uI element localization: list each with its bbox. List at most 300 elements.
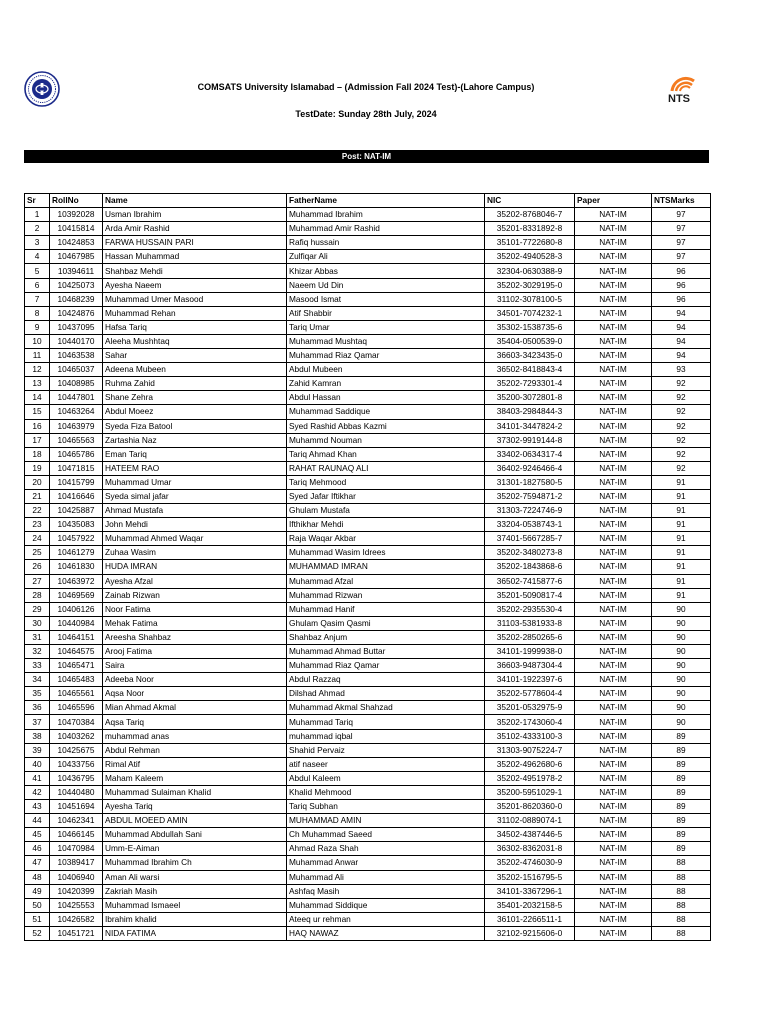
cell-rollno: 10424876 — [50, 306, 103, 320]
col-header-sr: Sr — [25, 194, 50, 208]
cell-paper: NAT-IM — [575, 574, 652, 588]
cell-ntsmarks: 92 — [652, 461, 711, 475]
cell-rollno: 10466145 — [50, 828, 103, 842]
cell-nic: 35202-2935530-4 — [485, 602, 575, 616]
cell-paper: NAT-IM — [575, 912, 652, 926]
cell-rollno: 10465561 — [50, 687, 103, 701]
cell-paper: NAT-IM — [575, 715, 652, 729]
cell-paper: NAT-IM — [575, 278, 652, 292]
cell-paper: NAT-IM — [575, 659, 652, 673]
table-row — [25, 701, 711, 715]
cell-ntsmarks: 90 — [652, 701, 711, 715]
cell-name: Ayesha Tariq — [103, 800, 287, 814]
cell-sr: 51 — [25, 912, 50, 926]
cell-ntsmarks: 94 — [652, 334, 711, 348]
table-row — [25, 447, 711, 461]
cell-fathername: Naeem Ud Din — [287, 278, 485, 292]
cell-sr: 26 — [25, 560, 50, 574]
cell-name: Aqsa Noor — [103, 687, 287, 701]
cell-nic: 34502-4387446-5 — [485, 828, 575, 842]
cell-nic: 37302-9919144-8 — [485, 433, 575, 447]
cell-ntsmarks: 88 — [652, 870, 711, 884]
cell-nic: 34501-7074232-1 — [485, 306, 575, 320]
cell-sr: 40 — [25, 757, 50, 771]
cell-rollno: 10392028 — [50, 208, 103, 222]
cell-sr: 50 — [25, 898, 50, 912]
cell-rollno: 10415799 — [50, 475, 103, 489]
cell-sr: 14 — [25, 391, 50, 405]
cell-paper: NAT-IM — [575, 814, 652, 828]
cell-rollno: 10440170 — [50, 334, 103, 348]
cell-sr: 11 — [25, 349, 50, 363]
cell-paper: NAT-IM — [575, 363, 652, 377]
cell-sr: 52 — [25, 926, 50, 940]
cell-sr: 29 — [25, 602, 50, 616]
cell-fathername: Muhammad Riaz Qamar — [287, 349, 485, 363]
table-row — [25, 363, 711, 377]
cell-fathername: MUHAMMAD AMIN — [287, 814, 485, 828]
table-row — [25, 532, 711, 546]
cell-nic: 31103-5381933-8 — [485, 616, 575, 630]
cell-paper: NAT-IM — [575, 602, 652, 616]
cell-name: Mehak Fatima — [103, 616, 287, 630]
cell-nic: 36402-9246466-4 — [485, 461, 575, 475]
cell-name: Ruhma Zahid — [103, 377, 287, 391]
cell-ntsmarks: 88 — [652, 912, 711, 926]
cell-paper: NAT-IM — [575, 447, 652, 461]
cell-nic: 34101-3447824-2 — [485, 419, 575, 433]
cell-rollno: 10465037 — [50, 363, 103, 377]
cell-sr: 44 — [25, 814, 50, 828]
cell-rollno: 10435083 — [50, 518, 103, 532]
cell-paper: NAT-IM — [575, 588, 652, 602]
cell-ntsmarks: 91 — [652, 560, 711, 574]
cell-ntsmarks: 91 — [652, 532, 711, 546]
cell-paper: NAT-IM — [575, 334, 652, 348]
cell-rollno: 10468239 — [50, 292, 103, 306]
cell-fathername: Muhammad Tariq — [287, 715, 485, 729]
cell-name: Ibrahim khalid — [103, 912, 287, 926]
table-row — [25, 743, 711, 757]
cell-name: Abdul Moeez — [103, 405, 287, 419]
cell-ntsmarks: 89 — [652, 785, 711, 799]
cell-fathername: Muhammad Wasim Idrees — [287, 546, 485, 560]
cell-ntsmarks: 97 — [652, 208, 711, 222]
cell-name: Shane Zehra — [103, 391, 287, 405]
cell-rollno: 10425887 — [50, 504, 103, 518]
cell-fathername: Abdul Razzaq — [287, 673, 485, 687]
cell-paper: NAT-IM — [575, 800, 652, 814]
cell-ntsmarks: 90 — [652, 673, 711, 687]
cell-nic: 35202-1743060-4 — [485, 715, 575, 729]
col-header-name: Name — [103, 194, 287, 208]
cell-rollno: 10437095 — [50, 320, 103, 334]
col-header-fathername: FatherName — [287, 194, 485, 208]
table-row — [25, 419, 711, 433]
cell-fathername: Muhammad Anwar — [287, 856, 485, 870]
cell-nic: 36603-9487304-4 — [485, 659, 575, 673]
cell-name: muhammad anas — [103, 729, 287, 743]
cell-paper: NAT-IM — [575, 518, 652, 532]
cell-ntsmarks: 88 — [652, 898, 711, 912]
cell-rollno: 10389417 — [50, 856, 103, 870]
cell-sr: 1 — [25, 208, 50, 222]
cell-sr: 37 — [25, 715, 50, 729]
cell-nic: 36101-2266511-1 — [485, 912, 575, 926]
cell-nic: 35202-1516795-5 — [485, 870, 575, 884]
cell-sr: 20 — [25, 475, 50, 489]
cell-rollno: 10424853 — [50, 236, 103, 250]
cell-sr: 34 — [25, 673, 50, 687]
cell-rollno: 10464151 — [50, 630, 103, 644]
cell-paper: NAT-IM — [575, 729, 652, 743]
cell-nic: 35201-5090817-4 — [485, 588, 575, 602]
table-row — [25, 630, 711, 644]
cell-rollno: 10440984 — [50, 616, 103, 630]
cell-paper: NAT-IM — [575, 757, 652, 771]
cell-rollno: 10425675 — [50, 743, 103, 757]
cell-fathername: Shahbaz Anjum — [287, 630, 485, 644]
table-header-row — [25, 194, 711, 208]
table-row — [25, 334, 711, 348]
table-row — [25, 264, 711, 278]
cell-sr: 12 — [25, 363, 50, 377]
table-row — [25, 560, 711, 574]
post-bar: Post: NAT-IM — [24, 150, 709, 163]
table-body — [25, 208, 711, 941]
cell-name: Hafsa Tariq — [103, 320, 287, 334]
cell-ntsmarks: 91 — [652, 475, 711, 489]
cell-name: Rimal Atif — [103, 757, 287, 771]
cell-fathername: RAHAT RAUNAQ ALI — [287, 461, 485, 475]
cell-ntsmarks: 92 — [652, 377, 711, 391]
cell-fathername: Muhammad Ibrahim — [287, 208, 485, 222]
col-header-nic: NIC — [485, 194, 575, 208]
table-row — [25, 475, 711, 489]
cell-paper: NAT-IM — [575, 419, 652, 433]
table-row — [25, 250, 711, 264]
cell-paper: NAT-IM — [575, 630, 652, 644]
cell-paper: NAT-IM — [575, 264, 652, 278]
table-row — [25, 602, 711, 616]
table-row — [25, 391, 711, 405]
cell-ntsmarks: 90 — [652, 616, 711, 630]
cell-fathername: Rafiq hussain — [287, 236, 485, 250]
cell-paper: NAT-IM — [575, 884, 652, 898]
cell-paper: NAT-IM — [575, 687, 652, 701]
cell-sr: 21 — [25, 489, 50, 503]
cell-ntsmarks: 90 — [652, 687, 711, 701]
cell-rollno: 10462341 — [50, 814, 103, 828]
cell-name: Muhammad Rehan — [103, 306, 287, 320]
cell-name: Muhammad Abdullah Sani — [103, 828, 287, 842]
cell-name: Umm-E-Aiman — [103, 842, 287, 856]
table-row — [25, 405, 711, 419]
cell-sr: 43 — [25, 800, 50, 814]
cell-ntsmarks: 91 — [652, 588, 711, 602]
cell-paper: NAT-IM — [575, 222, 652, 236]
cell-name: Muhammad Ismaeel — [103, 898, 287, 912]
cell-rollno: 10426582 — [50, 912, 103, 926]
table-row — [25, 546, 711, 560]
cell-nic: 35200-3072801-8 — [485, 391, 575, 405]
cell-sr: 24 — [25, 532, 50, 546]
table-row — [25, 236, 711, 250]
cell-fathername: Raja Waqar Akbar — [287, 532, 485, 546]
cell-nic: 33204-0538743-1 — [485, 518, 575, 532]
cell-name: Eman Tariq — [103, 447, 287, 461]
cell-sr: 49 — [25, 884, 50, 898]
cell-paper: NAT-IM — [575, 405, 652, 419]
cell-paper: NAT-IM — [575, 377, 652, 391]
cell-fathername: Ashfaq Masih — [287, 884, 485, 898]
table-row — [25, 320, 711, 334]
cell-nic: 35202-3480273-8 — [485, 546, 575, 560]
cell-nic: 34101-1922397-6 — [485, 673, 575, 687]
cell-paper: NAT-IM — [575, 461, 652, 475]
cell-rollno: 10467985 — [50, 250, 103, 264]
cell-nic: 35202-5778604-4 — [485, 687, 575, 701]
table-row — [25, 842, 711, 856]
cell-fathername: Ifthikhar Mehdi — [287, 518, 485, 532]
cell-name: Zakriah Masih — [103, 884, 287, 898]
cell-name: Ayesha Naeem — [103, 278, 287, 292]
cell-paper: NAT-IM — [575, 701, 652, 715]
col-header-paper: Paper — [575, 194, 652, 208]
cell-rollno: 10457922 — [50, 532, 103, 546]
table-row — [25, 377, 711, 391]
cell-name: Zartashia Naz — [103, 433, 287, 447]
cell-sr: 15 — [25, 405, 50, 419]
cell-fathername: Tariq Umar — [287, 320, 485, 334]
cell-nic: 32102-9215606-0 — [485, 926, 575, 940]
cell-fathername: Muhammad Rizwan — [287, 588, 485, 602]
col-header-ntsmarks: NTSMarks — [652, 194, 711, 208]
cell-sr: 32 — [25, 645, 50, 659]
cell-rollno: 10440480 — [50, 785, 103, 799]
cell-fathername: muhammad iqbal — [287, 729, 485, 743]
table-row — [25, 461, 711, 475]
cell-ntsmarks: 88 — [652, 884, 711, 898]
test-date: TestDate: Sunday 28th July, 2024 — [295, 109, 437, 119]
cell-sr: 41 — [25, 771, 50, 785]
cell-ntsmarks: 91 — [652, 489, 711, 503]
cell-sr: 28 — [25, 588, 50, 602]
cell-ntsmarks: 88 — [652, 926, 711, 940]
cell-rollno: 10420399 — [50, 884, 103, 898]
cell-sr: 18 — [25, 447, 50, 461]
cell-name: HATEEM RAO — [103, 461, 287, 475]
cell-paper: NAT-IM — [575, 856, 652, 870]
table-row — [25, 433, 711, 447]
cell-sr: 39 — [25, 743, 50, 757]
cell-sr: 25 — [25, 546, 50, 560]
cell-sr: 38 — [25, 729, 50, 743]
cell-sr: 46 — [25, 842, 50, 856]
cell-sr: 48 — [25, 870, 50, 884]
cell-paper: NAT-IM — [575, 208, 652, 222]
cell-nic: 32304-0630388-9 — [485, 264, 575, 278]
cell-name: Hassan Muhammad — [103, 250, 287, 264]
table-row — [25, 574, 711, 588]
cell-rollno: 10465483 — [50, 673, 103, 687]
cell-fathername: MUHAMMAD IMRAN — [287, 560, 485, 574]
cell-ntsmarks: 89 — [652, 814, 711, 828]
cell-fathername: Shahid Pervaiz — [287, 743, 485, 757]
cell-fathername: atif naseer — [287, 757, 485, 771]
cell-name: Mian Ahmad Akmal — [103, 701, 287, 715]
cell-nic: 35202-8768046-7 — [485, 208, 575, 222]
cell-nic: 34101-1999938-0 — [485, 645, 575, 659]
cell-name: Usman Ibrahim — [103, 208, 287, 222]
cell-fathername: Muhammad Hanif — [287, 602, 485, 616]
cell-rollno: 10425553 — [50, 898, 103, 912]
cell-ntsmarks: 89 — [652, 800, 711, 814]
cell-nic: 35200-5951029-1 — [485, 785, 575, 799]
cell-sr: 7 — [25, 292, 50, 306]
cell-ntsmarks: 90 — [652, 602, 711, 616]
cell-rollno: 10465471 — [50, 659, 103, 673]
cell-sr: 47 — [25, 856, 50, 870]
cell-sr: 19 — [25, 461, 50, 475]
table-row — [25, 292, 711, 306]
cell-paper: NAT-IM — [575, 828, 652, 842]
cell-name: Adeena Mubeen — [103, 363, 287, 377]
table-row — [25, 588, 711, 602]
cell-sr: 2 — [25, 222, 50, 236]
cell-ntsmarks: 96 — [652, 278, 711, 292]
cell-ntsmarks: 88 — [652, 856, 711, 870]
cell-sr: 13 — [25, 377, 50, 391]
cell-sr: 17 — [25, 433, 50, 447]
table-row — [25, 912, 711, 926]
cell-paper: NAT-IM — [575, 320, 652, 334]
cell-ntsmarks: 97 — [652, 236, 711, 250]
cell-name: Muhammad Umar — [103, 475, 287, 489]
cell-sr: 9 — [25, 320, 50, 334]
cell-paper: NAT-IM — [575, 532, 652, 546]
cell-rollno: 10464575 — [50, 645, 103, 659]
cell-name: Ayesha Afzal — [103, 574, 287, 588]
cell-rollno: 10470984 — [50, 842, 103, 856]
cell-name: Aman Ali warsi — [103, 870, 287, 884]
cell-fathername: Ch Muhammad Saeed — [287, 828, 485, 842]
cell-fathername: Muhammad Ahmad Buttar — [287, 645, 485, 659]
cell-paper: NAT-IM — [575, 489, 652, 503]
cell-ntsmarks: 94 — [652, 306, 711, 320]
table-row — [25, 800, 711, 814]
cell-paper: NAT-IM — [575, 673, 652, 687]
table-row — [25, 729, 711, 743]
cell-nic: 36502-8418843-4 — [485, 363, 575, 377]
cell-nic: 34101-3367296-1 — [485, 884, 575, 898]
cell-fathername: HAQ NAWAZ — [287, 926, 485, 940]
cell-rollno: 10463538 — [50, 349, 103, 363]
cell-sr: 35 — [25, 687, 50, 701]
cell-ntsmarks: 92 — [652, 405, 711, 419]
cell-nic: 35202-2850265-6 — [485, 630, 575, 644]
cell-name: Noor Fatima — [103, 602, 287, 616]
cell-fathername: Abdul Kaleem — [287, 771, 485, 785]
cell-paper: NAT-IM — [575, 926, 652, 940]
table-row — [25, 222, 711, 236]
table-row — [25, 349, 711, 363]
cell-paper: NAT-IM — [575, 391, 652, 405]
cell-nic: 35202-4962680-6 — [485, 757, 575, 771]
table-row — [25, 518, 711, 532]
cell-fathername: Khalid Mehmood — [287, 785, 485, 799]
cell-rollno: 10403262 — [50, 729, 103, 743]
cell-sr: 36 — [25, 701, 50, 715]
cell-ntsmarks: 91 — [652, 504, 711, 518]
cell-nic: 36502-7415877-6 — [485, 574, 575, 588]
cell-name: NIDA FATIMA — [103, 926, 287, 940]
cell-paper: NAT-IM — [575, 292, 652, 306]
cell-nic: 36603-3423435-0 — [485, 349, 575, 363]
table-row — [25, 208, 711, 222]
cell-fathername: Muhammad Mushtaq — [287, 334, 485, 348]
cell-name: Syeda Fiza Batool — [103, 419, 287, 433]
cell-ntsmarks: 89 — [652, 757, 711, 771]
cell-name: Zainab Rizwan — [103, 588, 287, 602]
cell-name: Ahmad Mustafa — [103, 504, 287, 518]
cell-paper: NAT-IM — [575, 743, 652, 757]
cell-sr: 45 — [25, 828, 50, 842]
cell-nic: 31303-7224746-9 — [485, 504, 575, 518]
cell-paper: NAT-IM — [575, 870, 652, 884]
cell-name: Aleeha Mushhtaq — [103, 334, 287, 348]
cell-nic: 33402-0634317-4 — [485, 447, 575, 461]
cell-rollno: 10463979 — [50, 419, 103, 433]
cell-rollno: 10461830 — [50, 560, 103, 574]
cell-fathername: Muhammad Afzal — [287, 574, 485, 588]
cell-name: Aqsa Tariq — [103, 715, 287, 729]
cell-sr: 30 — [25, 616, 50, 630]
cell-ntsmarks: 92 — [652, 391, 711, 405]
cell-nic: 35202-7594871-2 — [485, 489, 575, 503]
cell-paper: NAT-IM — [575, 616, 652, 630]
cell-sr: 4 — [25, 250, 50, 264]
cell-rollno: 10415814 — [50, 222, 103, 236]
cell-ntsmarks: 96 — [652, 264, 711, 278]
cell-nic: 31102-0889074-1 — [485, 814, 575, 828]
cell-name: Muhammad Sulaiman Khalid — [103, 785, 287, 799]
cell-nic: 35404-0500539-0 — [485, 334, 575, 348]
cell-rollno: 10433756 — [50, 757, 103, 771]
cell-fathername: Dilshad Ahmad — [287, 687, 485, 701]
table-row — [25, 757, 711, 771]
cell-name: HUDA IMRAN — [103, 560, 287, 574]
cell-nic: 35201-8331892-8 — [485, 222, 575, 236]
cell-fathername: Muhammad Ali — [287, 870, 485, 884]
cell-rollno: 10465563 — [50, 433, 103, 447]
cell-paper: NAT-IM — [575, 771, 652, 785]
cell-paper: NAT-IM — [575, 842, 652, 856]
cell-paper: NAT-IM — [575, 306, 652, 320]
cell-nic: 35302-1538735-6 — [485, 320, 575, 334]
cell-rollno: 10465596 — [50, 701, 103, 715]
cell-name: Zuhaa Wasim — [103, 546, 287, 560]
cell-sr: 3 — [25, 236, 50, 250]
table-row — [25, 856, 711, 870]
cell-paper: NAT-IM — [575, 785, 652, 799]
cell-ntsmarks: 89 — [652, 743, 711, 757]
cell-nic: 35401-2032158-5 — [485, 898, 575, 912]
cell-ntsmarks: 91 — [652, 546, 711, 560]
cell-ntsmarks: 92 — [652, 447, 711, 461]
table-row — [25, 616, 711, 630]
cell-rollno: 10451721 — [50, 926, 103, 940]
